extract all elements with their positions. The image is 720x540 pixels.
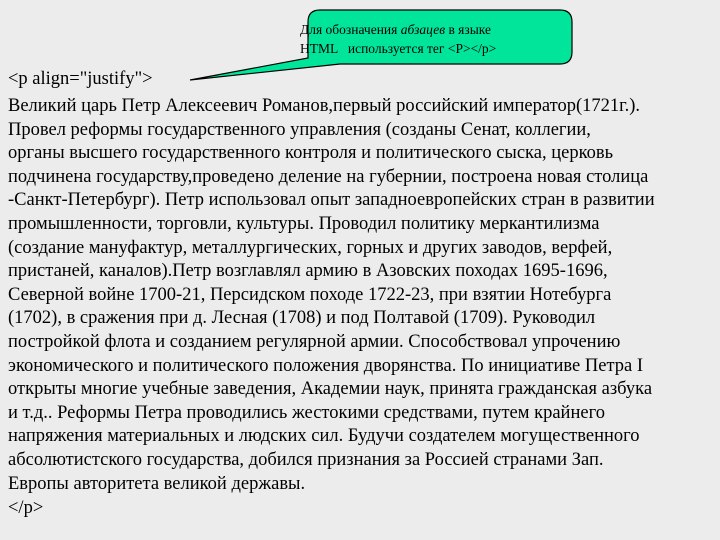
- callout-prefix: Для обозначения: [300, 22, 401, 37]
- close-paragraph-tag: </p>: [8, 498, 44, 518]
- callout-line-2: HTML используется тег <P></p>: [300, 41, 497, 56]
- paragraph-line: напряжения материальных и людских сил. Будучи создателем могущественного: [8, 426, 640, 447]
- paragraph-line: абсолютистского государства, добился признания за Россией странами Зап.: [8, 449, 604, 470]
- paragraph-body: [8, 95, 716, 496]
- paragraph-line: Европы авторитета великой державы.: [8, 473, 306, 494]
- callout-italic-word: абзацев: [400, 22, 446, 37]
- callout-suffix: в языке: [445, 22, 492, 37]
- paragraph-line: органы высшего государственного контроля и политического сыска, церковь: [8, 143, 614, 164]
- paragraph-line: -Санкт-Петербург). Петр использовал опыт западноевропейских стран в развитии: [8, 190, 655, 211]
- paragraph-line: экономического и политического положения дворянства. По инициативе Петра I: [8, 355, 644, 376]
- paragraph-line: Северной войне 1700-21, Персидском походе 1722-23, при взятии Нотебурга: [8, 284, 612, 305]
- paragraph-line: пристаней, каналов).Петр возглавлял армию в Азовских походах 1695-1696,: [8, 261, 608, 282]
- paragraph-line: (1702), в сражения при д. Лесная (1708) и под Полтавой (1709). Руководил: [8, 308, 596, 329]
- paragraph-line: промышленности, торговли, культуры. Проводил политику меркантилизма: [8, 213, 600, 234]
- paragraph-line: постройкой флота и созданием регулярной армии. Способствовал упрочению: [8, 331, 621, 352]
- paragraph-line: (создание мануфактур, металлургических, горных и других заводов, верфей,: [8, 237, 613, 258]
- paragraph-line: подчинена государству,проведено деление на губернии, построена новая столица: [8, 166, 649, 187]
- callout-text: [300, 20, 568, 58]
- paragraph-line: открыты многие учебные заведения, Академии наук, принята гражданская азбука: [8, 379, 653, 400]
- callout-line-1: [300, 20, 568, 39]
- paragraph-line: Великий царь Петр Алексеевич Романов,первый российский император(1721г.).: [8, 96, 641, 116]
- open-paragraph-tag: <p align="justify">: [8, 69, 153, 89]
- paragraph-line: Провел реформы государственного управления (созданы Сенат, коллегии,: [8, 119, 591, 140]
- paragraph-line: и т.д.. Реформы Петра проводились жестокими средствами, путем крайнего: [8, 402, 605, 423]
